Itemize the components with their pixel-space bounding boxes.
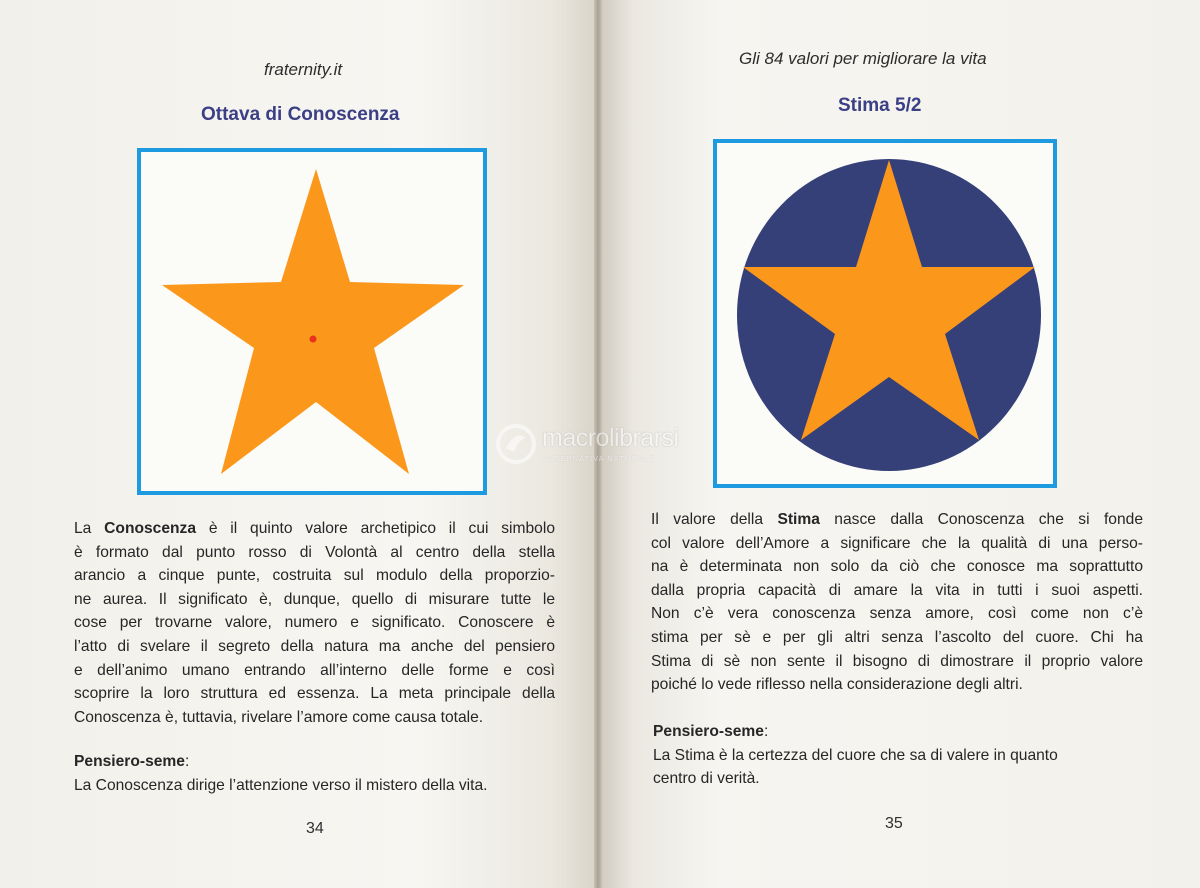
watermark-tagline: ALTERNATIVA NATURALE	[544, 454, 655, 463]
right-section-title: Stima 5/2	[838, 95, 922, 116]
right-body-line-1: Il valore della Stima nasce dalla Conoscenza che si fonde	[651, 511, 1143, 528]
left-seed-text: La Conoscenza dirige l’attenzione verso il mistero della vita.	[74, 776, 488, 794]
watermark-name: macrolibrarsi	[542, 424, 679, 452]
right-running-head: Gli 84 valori per migliorare la vita	[739, 49, 987, 68]
right-seed-label: Pensiero-seme	[653, 723, 764, 740]
right-body-line-4: dalla propria capacità di amare la vita in tutti i suoi aspetti.	[651, 581, 1143, 599]
left-body-line-3: arancio a cinque punte, costruita sul modulo della proporzio-	[74, 567, 555, 585]
right-body-line-8: poiché lo vede riflesso nella considerazione degli altri.	[651, 676, 1023, 694]
book-gutter	[594, 0, 602, 888]
right-body-line-7: Stima di sè non sente il bisogno di dimostrare il proprio valore	[651, 652, 1143, 670]
right-seed-block	[653, 720, 1143, 791]
right-seed-colon: :	[763, 723, 769, 740]
left-body-line-8: scoprire la loro struttura ed essenza. La meta principale della	[74, 685, 555, 703]
left-star	[162, 169, 464, 474]
right-page	[598, 0, 1200, 888]
right-seed-line-1: La Stima è la certezza del cuore che sa di valere in quanto	[653, 746, 1058, 764]
left-body-line-2: è formato dal punto rosso di Volontà al centro della stella	[74, 543, 555, 561]
right-page-number: 35	[885, 815, 903, 832]
left-body-line-1: La Conoscenza è il quinto valore archetipico il cui simbolo	[74, 520, 555, 537]
left-running-head: fraternity.it	[264, 60, 343, 79]
left-body-line-5: cose per trovarne valore, numero e significato. Conoscere è	[74, 614, 555, 632]
left-figure-frame	[137, 148, 487, 495]
right-body-paragraph	[651, 508, 1143, 697]
right-figure-frame	[713, 139, 1057, 488]
right-body-line-5: Non c’è vera conoscenza senza amore, così come non c’è	[651, 605, 1143, 623]
red-dot	[310, 336, 317, 343]
left-page-number: 34	[306, 820, 324, 837]
left-seed-block	[74, 750, 564, 797]
right-body-line-2: col valore dell’Amore a significare che la qualità di una perso-	[651, 534, 1143, 552]
right-seed-line-2: centro di verità.	[653, 770, 760, 788]
left-section-title: Ottava di Conoscenza	[201, 104, 400, 125]
right-body-line-3: na è determinata non solo da ciò che conosce ma soprattutto	[651, 558, 1143, 576]
orange-star-in-blue-circle-icon	[717, 143, 1053, 484]
orange-star-with-red-dot-icon	[141, 152, 483, 491]
right-body-line-6: stima per sè e per gli altri senza l’ascolto del cuore. Chi ha	[651, 628, 1143, 646]
left-body-line-7: e dell’animo umano entrando all’interno delle forme e così	[74, 661, 555, 679]
right-body-bold-term: Stima	[777, 511, 820, 528]
left-body-line-4: ne aurea. Il significato è, dunque, quello di misurare tutte le	[74, 590, 555, 608]
left-body-line-9: Conoscenza è, tuttavia, rivelare l’amore come causa totale.	[74, 708, 484, 726]
left-body-bold-term: Conoscenza	[104, 520, 197, 537]
left-seed-label: Pensiero-seme	[74, 753, 185, 770]
left-body-paragraph	[74, 517, 555, 729]
left-body-line-6: l’atto di svelare il segreto della natura ma anche del pensiero	[74, 637, 555, 655]
left-page	[0, 0, 598, 888]
left-seed-colon: :	[184, 753, 190, 770]
